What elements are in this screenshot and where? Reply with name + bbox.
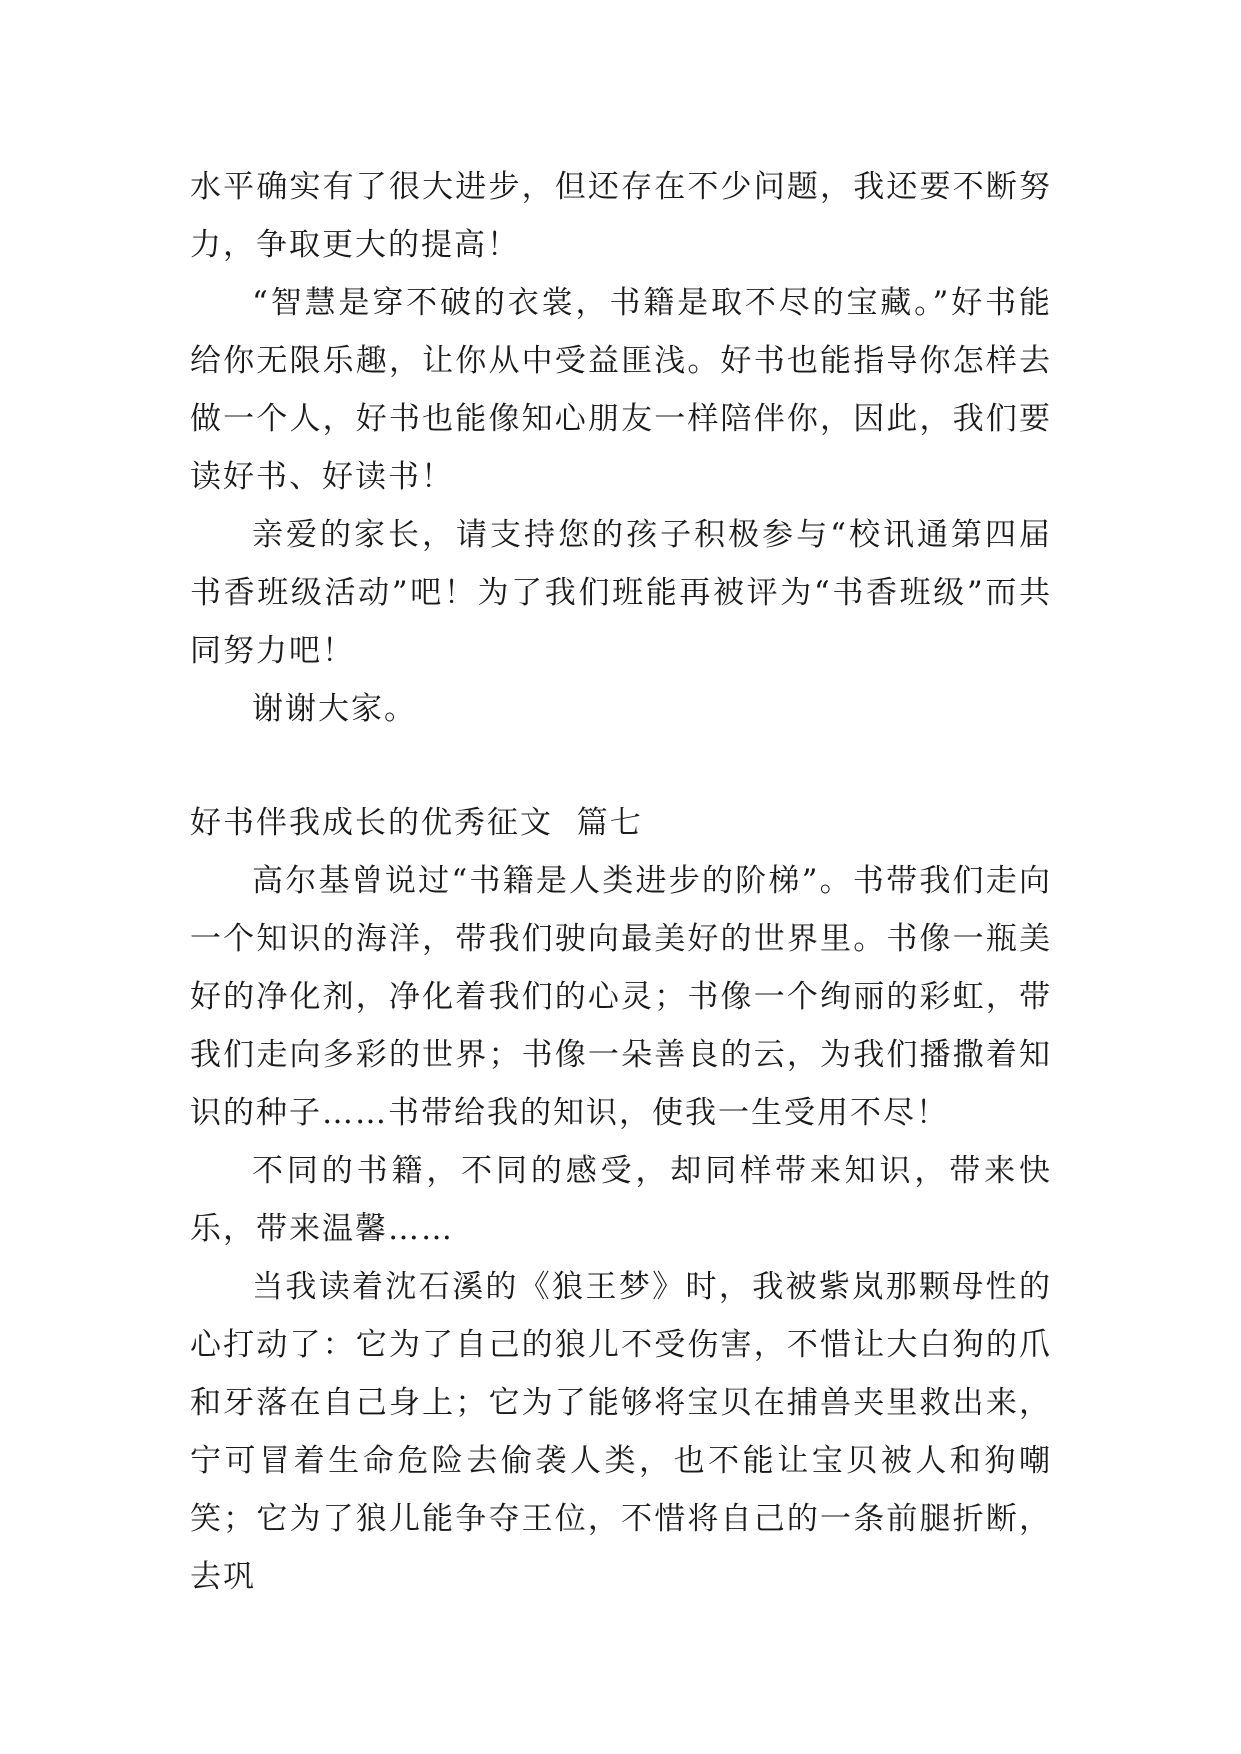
paragraph-different-books: 不同的书籍，不同的感受，却同样带来知识，带来快乐，带来温馨…… [190, 1153, 1052, 1247]
document-body [190, 158, 1052, 1606]
paragraph-gorky-quote: 高尔基曾说过“书籍是人类进步的阶梯”。书带我们走向一个知识的海洋，带我们驶向最美好的世界里。书像一瓶美好的净化剂，净化着我们的心灵；书像一个绚丽的彩虹，带我们走向多彩的世界；书像一朵善良的云，为我们播撒着知识的种子……书带给我的知识，使我一生受用不尽！ [190, 863, 1052, 1131]
section-spacer [190, 738, 1052, 794]
paragraph-thanks: 谢谢大家。 [252, 691, 417, 727]
paragraph-wolf-king-dream: 当我读着沈石溪的《狼王梦》时，我被紫岚那颗母性的心打动了：它为了自己的狼儿不受伤害，不惜让大白狗的爪和牙落在自己身上；它为了能够将宝贝在捕兽夹里救出来，宁可冒着生命危险去偷袭人类，也不能让宝贝被人和狗嘲笑；它为了狼儿能争夺王位，不惜将自己的一条前腿折断，去巩 [190, 1269, 1052, 1595]
section-heading: 好书伴我成长的优秀征文 篇七 [190, 805, 643, 841]
paragraph-quote-wisdom: “智慧是穿不破的衣裳，书籍是取不尽的宝藏。”好书能给你无限乐趣，让你从中受益匪浅。好书也能指导你怎样去做一个人，好书也能像知心朋友一样陪伴你，因此，我们要读好书、好读书！ [190, 285, 1052, 495]
paragraph-parents-appeal: 亲爱的家长，请支持您的孩子积极参与“校讯通第四届书香班级活动”吧！为了我们班能再被评为“书香班级”而共同努力吧！ [190, 517, 1052, 669]
paragraph-continuation: 水平确实有了很大进步，但还存在不少问题，我还要不断努力，争取更大的提高！ [190, 169, 1052, 263]
